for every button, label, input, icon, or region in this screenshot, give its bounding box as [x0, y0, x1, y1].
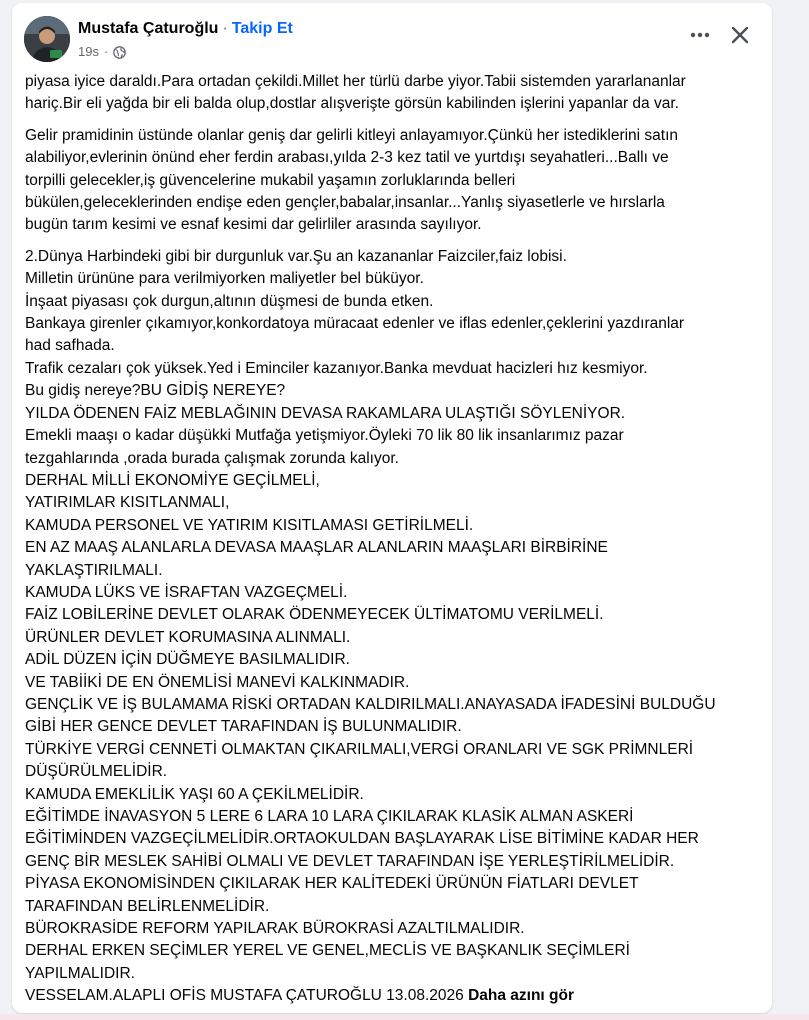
close-button[interactable] [722, 17, 758, 53]
see-less-button[interactable]: Daha azını gör [468, 987, 575, 1005]
post-paragraph-2 [25, 125, 765, 237]
post-signature: VESSELAM.ALAPLI OFİS MUSTAFA ÇATUROĞLU 13.08.2026 [25, 987, 464, 1005]
post-line: hariç.Bir eli yağda bir eli balda olup,dostlar alışverişte görsün kabilinden işlerini yapanlar da var. [25, 95, 679, 113]
post-last-line [25, 985, 765, 1007]
globe-icon [113, 46, 126, 59]
post-line: DERHAL MİLLİ EKONOMİYE GEÇİLMELİ, [25, 471, 320, 489]
avatar[interactable] [24, 16, 70, 62]
post-line: torpilli gelecekler,iş güvencelerine mukabil yaşamın zorluklarında belleri [25, 171, 516, 189]
post-line: YATIRIMLAR KISITLANMALI, [25, 494, 230, 512]
post-body [25, 71, 765, 1008]
separator-dot: · [222, 20, 228, 37]
post-meta [78, 43, 126, 61]
post-line: ADİL DÜZEN İÇİN DÜĞMEYE BASILMALIDIR. [25, 651, 350, 669]
post-line: Milletin ürününe para verilmiyorken maliyetler bel büküyor. [25, 270, 424, 288]
post-line: alabiliyor,evlerinin önünd eher ferdin arabası,yılda 2-3 kez tatil ve yurtdışı seyahatleri...Ballı ve [25, 149, 669, 167]
post-line: VE TABİİKİ DE EN ÖNEMLİSİ MANEVİ KALKINMADIR. [25, 673, 410, 691]
post-line: bugün tarım kesimi ve esnaf kesimi dar gelirliler arasında sayılıyor. [25, 216, 482, 234]
post-line: BÜROKRASİDE REFORM YAPILARAK BÜROKRASİ AZALTILMALIDIR. [25, 920, 525, 938]
post-line: EN AZ MAAŞ ALANLARLA DEVASA MAAŞLAR ALANLARIN MAAŞLARI BİRBİRİNE [25, 539, 608, 557]
post-line: KAMUDA LÜKS VE İSRAFTAN VAZGEÇMELİ. [25, 583, 348, 601]
close-icon [729, 24, 751, 46]
post-line: İnşaat piyasası çok durgun,altının düşmesi de bunda etken. [25, 292, 434, 310]
post-timestamp[interactable]: 19s [78, 44, 99, 59]
post-line: EĞİTİMİNDEN VAZGEÇİLMELİDİR.ORTAOKULDAN BAŞLAYARAK LİSE BİTİMİNE KADAR HER [25, 830, 699, 848]
author-line [78, 19, 293, 39]
post-line: YILDA ÖDENEN FAİZ MEBLAĞININ DEVASA RAKAMLARA ULAŞTIĞI SÖYLENİYOR. [25, 404, 626, 422]
post-line: Gelir pramidinin üstünde olanlar geniş dar gelirli kitleyi anlayamıyor.Çünkü her istediklerini satın [25, 126, 679, 144]
post-line: Trafik cezaları çok yüksek.Yed i Eminciler kazanıyor.Banka mevduat hacizleri hız kesmiyor. [25, 359, 648, 377]
post-line: Emekli maaşı o kadar düşükki Mutfağa yetişmiyor.Öyleki 70 lik 80 lik insanlarımız pazar [25, 427, 624, 445]
post-line: tezgahlarında ,orada burada çalışmak zorunda kalıyor. [25, 449, 399, 467]
post-paragraph-3 [25, 246, 765, 1008]
post-line: FAİZ LOBİLERİNE DEVLET OLARAK ÖDENMEYECEK ÜLTİMATOMU VERİLMELİ. [25, 606, 604, 624]
post-line: DERHAL ERKEN SEÇİMLER YEREL VE GENEL,MECLİS VE BAŞKANLIK SEÇİMLERİ [25, 942, 630, 960]
post-line: 2.Dünya Harbindeki gibi bir durgunluk var.Şu an kazananlar Faizciler,faiz lobisi. [25, 247, 567, 265]
post-line: YAPILMALIDIR. [25, 964, 135, 982]
post-line: YAKLAŞTIRILMALI. [25, 561, 163, 579]
post-line: TARAFINDAN BELİRLENMELİDİR. [25, 897, 270, 915]
post-line: EĞİTİMDE İNAVASYON 5 LERE 6 LARA 10 LARA ÇIKILARAK KLASİK ALMAN ASKERİ [25, 808, 634, 825]
meta-separator-dot: · [103, 44, 109, 59]
post-line: had safhada. [25, 337, 115, 355]
post-line: DÜŞÜRÜLMELİDİR. [25, 763, 168, 781]
post-line: piyasa iyice daraldı.Para ortadan çekildi.Millet her türlü darbe yiyor.Tabii sistemden yararlananlar [25, 73, 686, 90]
more-options-button[interactable] [682, 17, 718, 53]
post-line: TÜRKİYE VERGİ CENNETİ OLMAKTAN ÇIKARILMALI,VERGİ ORANLARI VE SGK PRİMNLERİ [25, 740, 694, 758]
bottom-strip [0, 1014, 809, 1020]
author-name[interactable]: Mustafa Çaturoğlu [78, 20, 219, 37]
post-line: Bu gidiş nereye?BU GİDİŞ NEREYE? [25, 382, 286, 400]
post-line: ÜRÜNLER DEVLET KORUMASINA ALINMALI. [25, 628, 351, 646]
post-line: KAMUDA PERSONEL VE YATIRIM KISITLAMASI GETİRİLMELİ. [25, 516, 474, 534]
post-line: PİYASA EKONOMİSİNDEN ÇIKILARAK HER KALİTEDEKİ ÜRÜNÜN FİATLARI DEVLET [25, 875, 639, 893]
follow-button[interactable]: Takip Et [231, 20, 293, 37]
more-horizontal-icon [689, 24, 711, 46]
post-line: GİBİ HER GENCE DEVLET TARAFINDAN İŞ BULUNMALIDIR. [25, 718, 462, 736]
avatar-image-icon [24, 16, 70, 62]
post-header [12, 3, 772, 69]
post-paragraph-1 [25, 71, 765, 116]
post-line: GENÇ BİR MESLEK SAHİBİ OLMALI VE DEVLET TARAFINDAN İŞE YERLEŞTİRİLMELİDİR. [25, 852, 675, 870]
post-line: Bankaya girenler çıkamıyor,konkordatoya müracaat edenler ve iflas edenler,çeklerini yazdıranlar [25, 315, 685, 333]
post-line: KAMUDA EMEKLİLİK YAŞI 60 A ÇEKİLMELİDİR. [25, 785, 364, 803]
post-line: bükülen,geleceklerinden endişe eden gençler,babalar,insanlar...Yanlış siyasetlerle ve hırslarla [25, 194, 665, 212]
post-card [12, 3, 772, 1013]
post-line: GENÇLİK VE İŞ BULAMAMA RİSKİ ORTADAN KALDIRILMALI.ANAYASADA İFADESİNİ BULDUĞU [25, 695, 716, 713]
